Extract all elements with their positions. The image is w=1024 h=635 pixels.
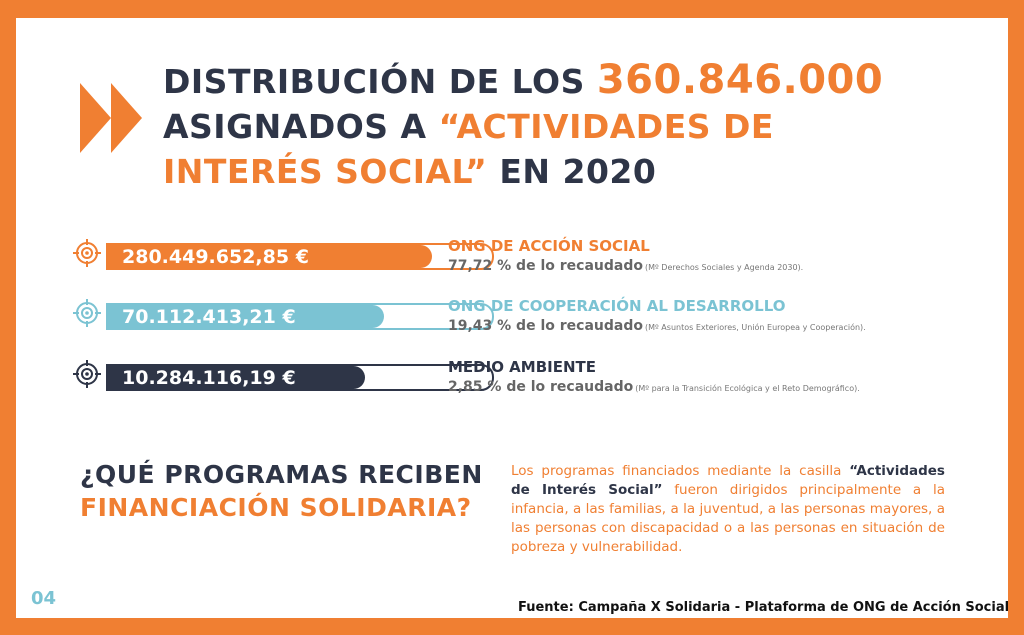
- bar-track: [106, 303, 494, 330]
- category-label: ONG DE COOPERACIÓN AL DESARROLLO: [448, 297, 786, 315]
- percent-label: [448, 256, 803, 278]
- percent-value: 19,43 % de lo recaudado: [448, 318, 643, 334]
- percent-label: [448, 377, 860, 399]
- target-icon: [72, 238, 102, 268]
- title-line2: ASIGNADOS A: [163, 107, 427, 146]
- bar-track: [106, 243, 494, 270]
- bar-row-cooperacion: [72, 296, 972, 336]
- bar-row-accion-social: [72, 236, 972, 276]
- category-label: MEDIO AMBIENTE: [448, 358, 597, 376]
- paragraph-post: fueron dirigidos principalmente a la infancia, a las familias, a la juventud, a las personas mayores, a las personas con discapacidad o a las personas en situación de pobreza y vulnerabilidad.: [511, 482, 945, 555]
- percent-value: 2,85 % de lo recaudado: [448, 379, 634, 395]
- bar-row-medio-ambiente: [72, 357, 972, 397]
- ministry-note: (Mº Derechos Sociales y Agenda 2030).: [644, 263, 804, 272]
- source-credit: Fuente: Campaña X Solidaria - Plataforma de ONG de Acción Social: [518, 600, 1010, 615]
- programs-paragraph: [511, 462, 945, 557]
- target-icon: [72, 359, 102, 389]
- bar-track: [106, 364, 494, 391]
- percent-label: [448, 316, 866, 338]
- percent-value: 77,72 % de lo recaudado: [448, 258, 643, 274]
- page-number: 04: [31, 588, 57, 609]
- title-line1: DISTRIBUCIÓN DE LOS: [163, 62, 585, 101]
- bar-value-label: 280.449.652,85 €: [122, 246, 309, 268]
- question-heading: [80, 458, 483, 524]
- ministry-note: (Mº Asuntos Exteriores, Unión Europea y Cooperación).: [644, 323, 866, 332]
- paragraph-pre: Los programas financiados mediante la casilla: [511, 463, 842, 479]
- ministry-note: (Mº para la Transición Ecológica y el Reto Demográfico).: [635, 384, 860, 393]
- fast-forward-icon: [80, 83, 142, 153]
- question-line1: ¿QUÉ PROGRAMAS RECIBEN: [80, 460, 483, 489]
- title-suffix: EN 2020: [499, 152, 657, 191]
- page-title: [163, 58, 923, 194]
- paragraph-bold: “Actividades de Interés Social”: [511, 463, 945, 498]
- question-line2: FINANCIACIÓN SOLIDARIA?: [80, 493, 472, 522]
- target-icon: [72, 298, 102, 328]
- title-highlight: “ACTIVIDADES DE INTERÉS SOCIAL”: [163, 107, 774, 191]
- bar-value-label: 10.284.116,19 €: [122, 367, 296, 389]
- bar-value-label: 70.112.413,21 €: [122, 306, 296, 328]
- category-label: ONG DE ACCIÓN SOCIAL: [448, 237, 650, 255]
- title-amount: 360.846.000: [596, 57, 884, 103]
